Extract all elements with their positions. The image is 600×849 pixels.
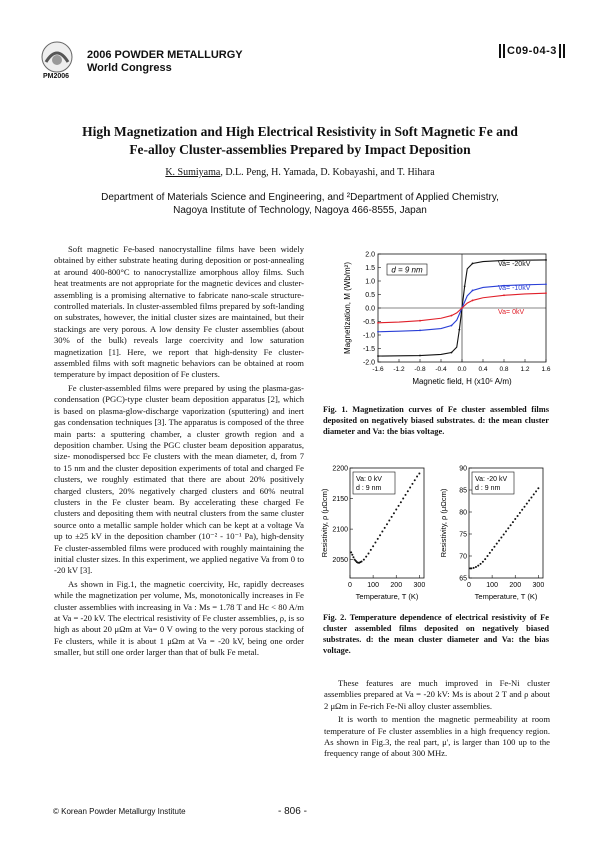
- data-point: [524, 506, 526, 508]
- figure-2-caption: Fig. 2. Temperature dependence of electrical resistivity of Fe cluster assembled films deposited on negatively biased substrates. d: the mean cluster diameter and Va: the bias voltage.: [323, 613, 549, 655]
- data-point: [505, 530, 507, 532]
- data-point: [473, 567, 475, 569]
- y-tick-label: -0.5: [362, 319, 375, 326]
- paragraph: As shown in Fig.1, the magnetic coercivity, Hc, rapidly decreases while the magnetization per volume, Ms, monotonically increases in Fe cluster assemblies with increasing in Va : Ms = 1.78 T and Hc < 80 A/m at Va = -20 kV. The electrical resistivity of Fe cluster assemblies, ρ, is so high as about 20 μΩm at Va= 0 V owing to the very porous stacking of Fe clusters, while it is about 1 μΩm at Va = -20 kV, being one order smaller, but still one order larger than that of bulk Fe metal.: [54, 578, 304, 658]
- data-point: [537, 487, 539, 489]
- data-point: [496, 543, 498, 545]
- data-point: [545, 283, 547, 285]
- figure-1-caption: Fig. 1. Magnetization curves of Fe cluster assembled films deposited on negatively biased substrates. d: the mean cluster diameter and Va: the bias voltage.: [323, 405, 549, 436]
- x-tick-label: 1.6: [541, 366, 551, 373]
- data-point: [388, 520, 390, 522]
- x-axis-label: Temperature, T (K): [474, 592, 538, 601]
- y-tick-label: 2150: [332, 496, 348, 504]
- data-point: [386, 523, 388, 525]
- data-point: [370, 549, 372, 551]
- y-axis-label: Resistivity, ρ (μΩcm): [439, 488, 448, 558]
- paragraph: It is worth to mention the magnetic permeability at room temperature of Fe cluster assemblies in a high frequency region. As shown in Fig.3, the real part, μ', is larger than 100 up to the frequency range of about 300 MHz.: [324, 714, 550, 759]
- logo-emblem-icon: [40, 40, 74, 74]
- y-tick-label: -1.0: [362, 332, 375, 340]
- x-tick-label: -1.2: [393, 366, 405, 373]
- paragraph: Soft magnetic Fe-based nanocrystalline films have been widely obtained by either substrate heating during deposition or post-annealing at around 400-800°C to nanocrystallize amorphous alloy films. Such heat treatments are not appropriate for the magnetic devices and cluster-assembling is a promising alternative to fabricate nano-scale structure-controlled materials. In cluster-assembled films prepared by soft-landing on substrates, however, the initial cluster sizes are maintained, but their stackings are very porous. A low density Fe cluster assemblies (about 30% of the bulk) reveals large coercivity and low saturation magnetization [1]. Here, we report that high-density Fe cluster-assembled films with soft magnetic behaviors can be obtained at room temperature by impact deposition of Fe clusters.: [54, 244, 304, 380]
- y-tick-label: -2.0: [362, 359, 375, 367]
- data-point: [409, 487, 411, 489]
- x-tick-label: 200: [390, 582, 403, 589]
- x-axis-label: Magnetic field, H (x10⁵ A/m): [412, 377, 512, 386]
- annotation-line: d : 9 nm: [475, 485, 501, 492]
- x-axis-label: Temperature, T (K): [355, 592, 419, 601]
- paper-code: [497, 44, 567, 58]
- data-point: [419, 355, 421, 357]
- x-tick-label: -0.8: [414, 366, 426, 373]
- data-point: [545, 259, 547, 261]
- y-tick-label: 85: [459, 487, 467, 495]
- series-label: Va= 0kV: [498, 309, 525, 316]
- y-tick-label: 0.5: [365, 292, 375, 299]
- data-point: [400, 501, 402, 503]
- x-tick-label: 100: [367, 582, 379, 589]
- page-number: - 806 -: [278, 806, 307, 817]
- data-point: [507, 527, 509, 529]
- x-tick-label: 0.4: [478, 366, 488, 373]
- affiliation-line1: Department of Materials Science and Engineering, and ²Department of Applied Chemistry,: [101, 192, 499, 203]
- y-tick-label: 2.0: [365, 251, 375, 259]
- figure-2a-chart: [318, 462, 432, 610]
- data-point: [451, 325, 453, 327]
- y-tick-label: 80: [459, 509, 467, 517]
- data-point: [517, 515, 519, 517]
- left-column-text: [54, 244, 304, 659]
- paper-title-line1: High Magnetization and High Electrical Resistivity in Soft Magnetic Fe and: [82, 124, 518, 139]
- y-tick-label: 65: [459, 575, 467, 583]
- x-tick-label: 300: [532, 582, 545, 589]
- data-point: [477, 565, 479, 567]
- data-point: [418, 473, 420, 475]
- data-point: [461, 307, 463, 309]
- data-point: [363, 559, 365, 561]
- y-axis-label: Resistivity, ρ (μΩcm): [320, 488, 329, 558]
- data-point: [414, 479, 416, 481]
- data-point: [482, 561, 484, 563]
- data-point: [350, 551, 352, 553]
- data-point: [526, 503, 528, 505]
- figure-2b-chart: [437, 462, 551, 610]
- data-point: [489, 552, 491, 554]
- logo-year: PM2006: [43, 73, 70, 80]
- affiliation: [40, 191, 560, 217]
- x-tick-label: 200: [509, 582, 522, 589]
- data-point: [535, 490, 537, 492]
- data-point: [361, 561, 363, 563]
- data-point: [377, 331, 379, 333]
- right-column-text: [324, 678, 550, 760]
- event-title-line1: 2006 POWDER METALLURGY: [87, 49, 243, 61]
- data-point: [484, 558, 486, 560]
- paragraph: These features are much improved in Fe-Ni cluster assemblies prepared at Va = -20 kV: Ms is about 2 T and ρ about 2 μΩm in Fe-rich Fe-Ni alloy cluster assemblies.: [324, 678, 550, 711]
- data-point: [491, 549, 493, 551]
- footer-copyright: © Korean Powder Metallurgy Institute: [53, 807, 186, 816]
- data-point: [487, 555, 489, 557]
- data-point: [503, 294, 505, 296]
- x-tick-label: 100: [486, 582, 498, 589]
- affiliation-line2: Nagoya Institute of Technology, Nagoya 466-8555, Japan: [173, 205, 427, 216]
- data-point: [530, 496, 532, 498]
- x-tick-label: 300: [413, 582, 426, 589]
- y-tick-label: 1.5: [365, 265, 375, 272]
- data-point: [464, 286, 466, 288]
- y-tick-label: 2100: [332, 526, 348, 534]
- data-point: [398, 505, 400, 507]
- y-tick-label: 0.0: [365, 305, 375, 313]
- data-point: [419, 330, 421, 332]
- presenting-author: K. Sumiyama: [165, 167, 221, 178]
- data-point: [395, 509, 397, 511]
- x-tick-label: -1.6: [372, 366, 384, 373]
- x-tick-label: -0.4: [435, 366, 447, 373]
- data-point: [377, 322, 379, 324]
- authors: [40, 167, 560, 178]
- data-point: [377, 538, 379, 540]
- series-label: Va= -10kV: [498, 285, 531, 292]
- annotation-line: Va: -20 kV: [475, 476, 508, 483]
- x-tick-label: 0: [348, 582, 352, 589]
- data-point: [381, 531, 383, 533]
- data-point: [514, 518, 516, 520]
- paper-title: [40, 123, 560, 159]
- data-point: [475, 566, 477, 568]
- y-tick-label: 2200: [332, 465, 348, 473]
- data-point: [416, 476, 418, 478]
- figure-1-chart: [340, 248, 555, 398]
- event-title-line2: World Congress: [87, 62, 172, 74]
- paper-code-text: C09-04-3: [507, 44, 557, 57]
- annotation-text: d = 9 nm: [391, 265, 423, 275]
- data-point: [377, 355, 379, 357]
- data-point: [393, 512, 395, 514]
- data-point: [411, 483, 413, 485]
- data-point: [472, 263, 474, 265]
- y-tick-label: -1.5: [362, 346, 375, 353]
- data-point: [391, 516, 393, 518]
- data-point: [419, 320, 421, 322]
- data-point: [472, 300, 474, 302]
- data-point: [351, 554, 353, 556]
- data-point: [480, 563, 482, 565]
- data-point: [510, 524, 512, 526]
- paper-title-line2: Fe-alloy Cluster-assemblies Prepared by Impact Deposition: [129, 142, 471, 157]
- data-point: [407, 490, 409, 492]
- data-point: [372, 545, 374, 547]
- data-point: [368, 553, 370, 555]
- data-point: [512, 521, 514, 523]
- data-point: [458, 329, 460, 331]
- data-point: [451, 315, 453, 317]
- x-tick-label: 0: [467, 582, 471, 589]
- series-label: Va= -20kV: [498, 261, 531, 268]
- data-point: [500, 537, 502, 539]
- data-point: [493, 546, 495, 548]
- data-point: [521, 509, 523, 511]
- data-point: [498, 540, 500, 542]
- y-tick-label: 75: [459, 531, 467, 539]
- data-point: [384, 527, 386, 529]
- y-tick-label: 1.0: [365, 278, 375, 286]
- data-point: [365, 556, 367, 558]
- x-tick-label: 1.2: [520, 366, 530, 373]
- x-tick-label: 0.8: [499, 366, 509, 373]
- co-authors: , D.L. Peng, H. Yamada, D. Kobayashi, and T. Hihara: [220, 167, 435, 178]
- paragraph: Fe cluster-assembled films were prepared by using the plasma-gas-condensation (PGC)-type cluster beam deposition apparatus [2], which is based on plasma-glow-discharge vaporization (sputtering) and inert gas condensation techniques [3]. The apparatus is composed of the three main parts: a sputtering chamber, a cluster growth region and a deposition chamber. Using the PGC cluster beam deposition apparatus, size- monodispersed bcc Fe clusters with the mean diameter, d, from 7 to 15 nm and the cluster deposition experiments of total and charged Fe clusters, we roughly estimated that there are about 20% positively charged clusters, 20% negatively charged clusters and 60% neutral clusters in the Fe cluster beam. By accelerating these charged Fe clusters and depositing them with neutral clusters from the same cluster source onto a metallic sample holder which can be kept at a voltage Va up to ±25 kV in the deposition chamber (10⁻² - 10⁻¹ Pa), high-density Fe cluster-assembled films were produced with roughly maintaining the initial cluster sizes. In this experiment, we applied negative Va from 0 to -20 kV [3].: [54, 382, 304, 576]
- data-point: [379, 534, 381, 536]
- data-point: [405, 494, 407, 496]
- data-point: [451, 352, 453, 354]
- y-tick-label: 70: [459, 553, 467, 561]
- data-point: [528, 500, 530, 502]
- annotation-line: Va: 0 kV: [356, 476, 382, 483]
- data-point: [533, 493, 535, 495]
- event-title: [87, 49, 243, 75]
- x-tick-label: 0.0: [457, 366, 467, 373]
- data-point: [402, 498, 404, 500]
- pm2006-logo: [40, 40, 74, 74]
- data-point: [472, 290, 474, 292]
- data-point: [374, 542, 376, 544]
- y-tick-label: 90: [459, 465, 467, 473]
- data-point: [503, 533, 505, 535]
- data-point: [545, 292, 547, 294]
- data-point: [470, 567, 472, 569]
- y-axis-label: Magnetization, M (Wb/m²): [343, 261, 352, 355]
- data-point: [352, 556, 354, 558]
- y-tick-label: 2050: [332, 557, 348, 565]
- annotation-line: d : 9 nm: [356, 485, 382, 492]
- data-point: [519, 512, 521, 514]
